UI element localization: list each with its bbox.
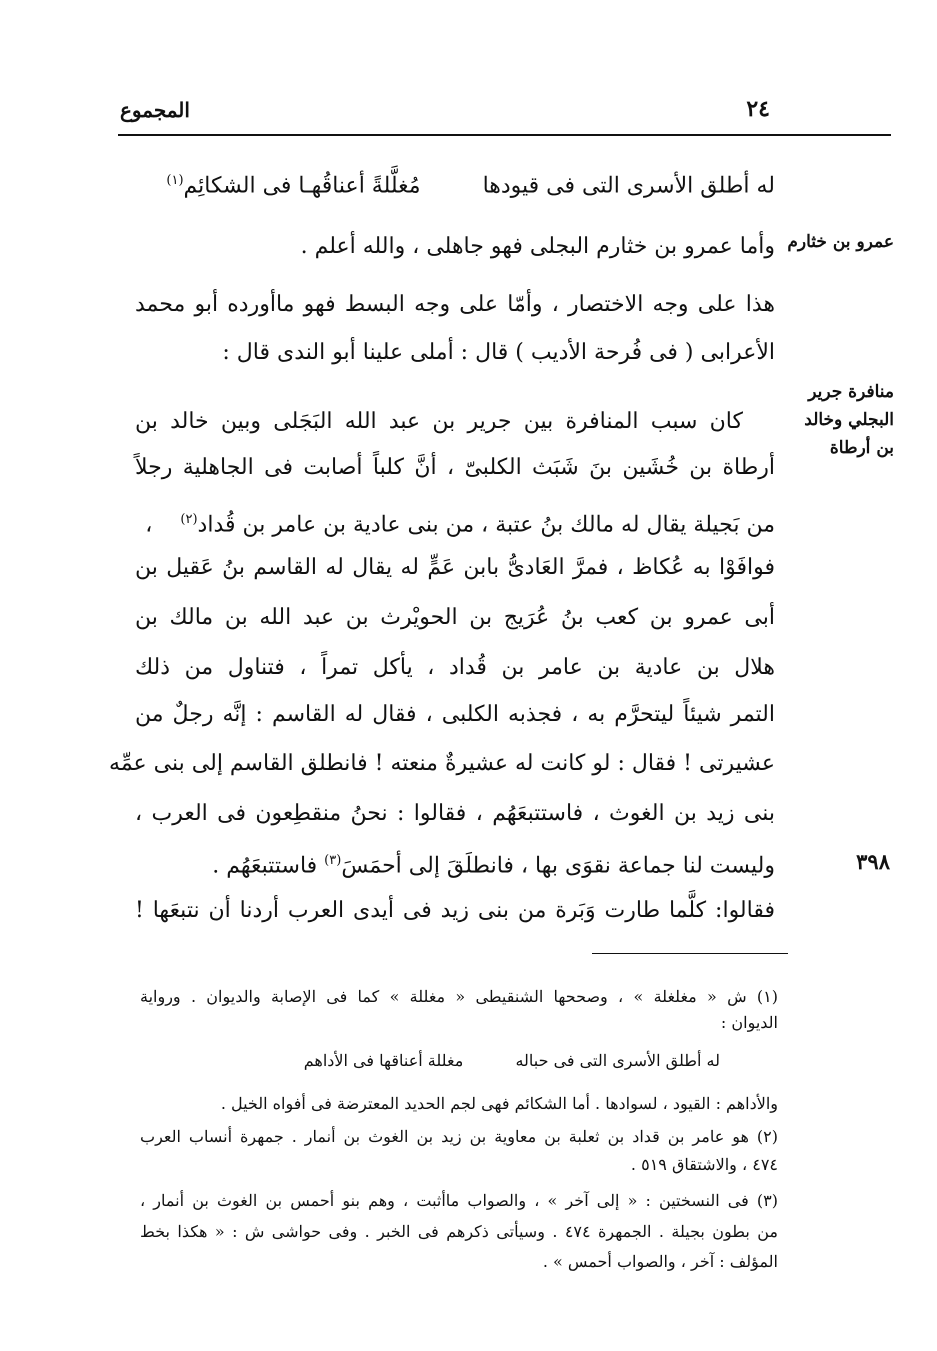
footnote-mark-3: (٣): [324, 853, 342, 868]
text-line-13: [135, 846, 775, 881]
footnote-verse-first: له أطلق الأسرى التى فى حباله: [515, 1051, 720, 1070]
footnote-rule: [592, 953, 788, 954]
header-rule: [118, 134, 891, 136]
text-line-8: أبى عمرو بن كعب بنُ عُرَيج بن الحويْرث بن عبد الله بن مالك بن: [135, 605, 775, 630]
footnote-3-line-1: (٣) فى النسختين : « إلى آخر » ، والصواب ماأثبت ، وهم بنو أحمس بن الغوث بن أنمار ،: [140, 1191, 778, 1210]
text-line-4: كان سبب المنافرة بين جرير بن عبد الله البَجَلى وبين خالد بن: [135, 409, 743, 434]
text-line-2: هذا على وجه الاختصار ، وأمّا على وجه البسط فهو ماأورده أبو محمد: [135, 292, 775, 317]
page-number: ٢٤: [746, 96, 770, 122]
verse-second-hemistich: مُغلَّلةً أعناقُهـا فى الشكائِم: [183, 173, 421, 199]
margin-note-munafara-1: منافرة جرير: [808, 382, 894, 402]
margin-note-munafara-3: بن أرطاة: [829, 438, 894, 458]
text-line-13-tail: فاستتبعَهُم .: [212, 853, 318, 879]
text-line-12: بنى زيد بن الغوث ، فاستتبعَهُم ، فقالوا : نحنُ منقطِعون فى العرب ،: [135, 801, 775, 826]
running-title: المجموع: [120, 98, 190, 122]
footnote-1-verse: [140, 1049, 720, 1073]
text-line-13-main: وليست لنا جماعة نقوَى بها ، فانطلَقَ إلى أحمَسَ: [341, 853, 775, 879]
footnote-verse-second: مغللة أعناقها فى الأداهم: [303, 1051, 464, 1070]
verse-first-hemistich: له أطلق الأسرى التى فى قيودها: [482, 173, 775, 199]
text-line-10: التمر شيئاً ليتحرَّم به ، فجذبه الكلبى ، فقال له القاسم : إنَّه رجلٌ من: [135, 702, 775, 727]
text-line-14: فقالوا: كلَّما طارت وَبَرة من بنى زيد فى أيدى العرب أردنا أن نتبعَها !: [135, 898, 775, 923]
page-reference: ٣٩٨: [856, 849, 890, 874]
poem-verse: [135, 166, 775, 201]
text-line-6-comma: ،: [145, 512, 153, 538]
text-line-9: هلال بن عادية بن عامر بن قُداد ، يأكل تمراً ، فتناول من ذلك: [135, 655, 775, 680]
margin-note-amr: عمرو بن خثارم: [787, 232, 894, 252]
footnote-mark-1: (١): [166, 173, 184, 188]
text-line-6-main: من بَجيلة يقال له مالك بنُ عتبة ، من بنى عادية بن عامر بن قُداد: [197, 512, 775, 538]
margin-note-munafara-2: البجلي وخالد: [804, 410, 894, 430]
text-line-7: فوافَوْا به عُكاظ ، فمرَّ العَادىُّ بابن عَمٍّ له يقال له القاسم بنُ عَقيل بن: [135, 555, 775, 580]
footnote-3-line-2: من بطون بجيلة . الجمهرة ٤٧٤ . وسيأتى ذكرهم فى الخبر . وفى حواشى ش : « هكذا بخط: [140, 1222, 778, 1241]
footnote-1-line-1: (١) ش « مغلغلة » ، وصححها الشنقيطى « مغللة » كما فى الإصابة والديوان . ورواية: [140, 987, 778, 1006]
footnote-mark-2: (٢): [180, 512, 198, 527]
text-line-6: [135, 505, 775, 540]
text-line-11: عشيرتى ! فقال : لو كانت له عشيرةٌ منعته ! فانطلق القاسم إلى بنى عمِّه: [109, 751, 775, 776]
footnote-1-line-3: والأداهم : القيود ، لسوادها . أما الشكائم فهى لجم الحديد المعترضة فى أفواه الخيل .: [220, 1094, 778, 1113]
footnote-2-line-1: (٢) هو عامر بن قداد بن ثعلبة بن معاوية بن زيد بن الغوث بن أنمار . جمهرة أنساب العرب: [140, 1127, 778, 1146]
footnote-3-line-3: المؤلف : آخر ، والصواب أحمس » .: [542, 1252, 778, 1271]
text-line-1: وأما عمرو بن خثارم البجلى فهو جاهلى ، والله أعلم .: [300, 234, 775, 259]
footnote-2-line-2: ٤٧٤ ، والاشتقاق ٥١٩ .: [630, 1155, 778, 1174]
footnote-1-line-2: الديوان :: [720, 1013, 778, 1032]
text-line-3: الأعرابى ( فى فُرحة الأديب ) قال : أملى علينا أبو الندى قال :: [222, 340, 775, 365]
text-line-5: أرطاة بن خُشَين بنَ شَبَث الكلبىّ ، أنَّ كلباً أصابت فى الجاهلية رجلاً: [135, 455, 775, 480]
